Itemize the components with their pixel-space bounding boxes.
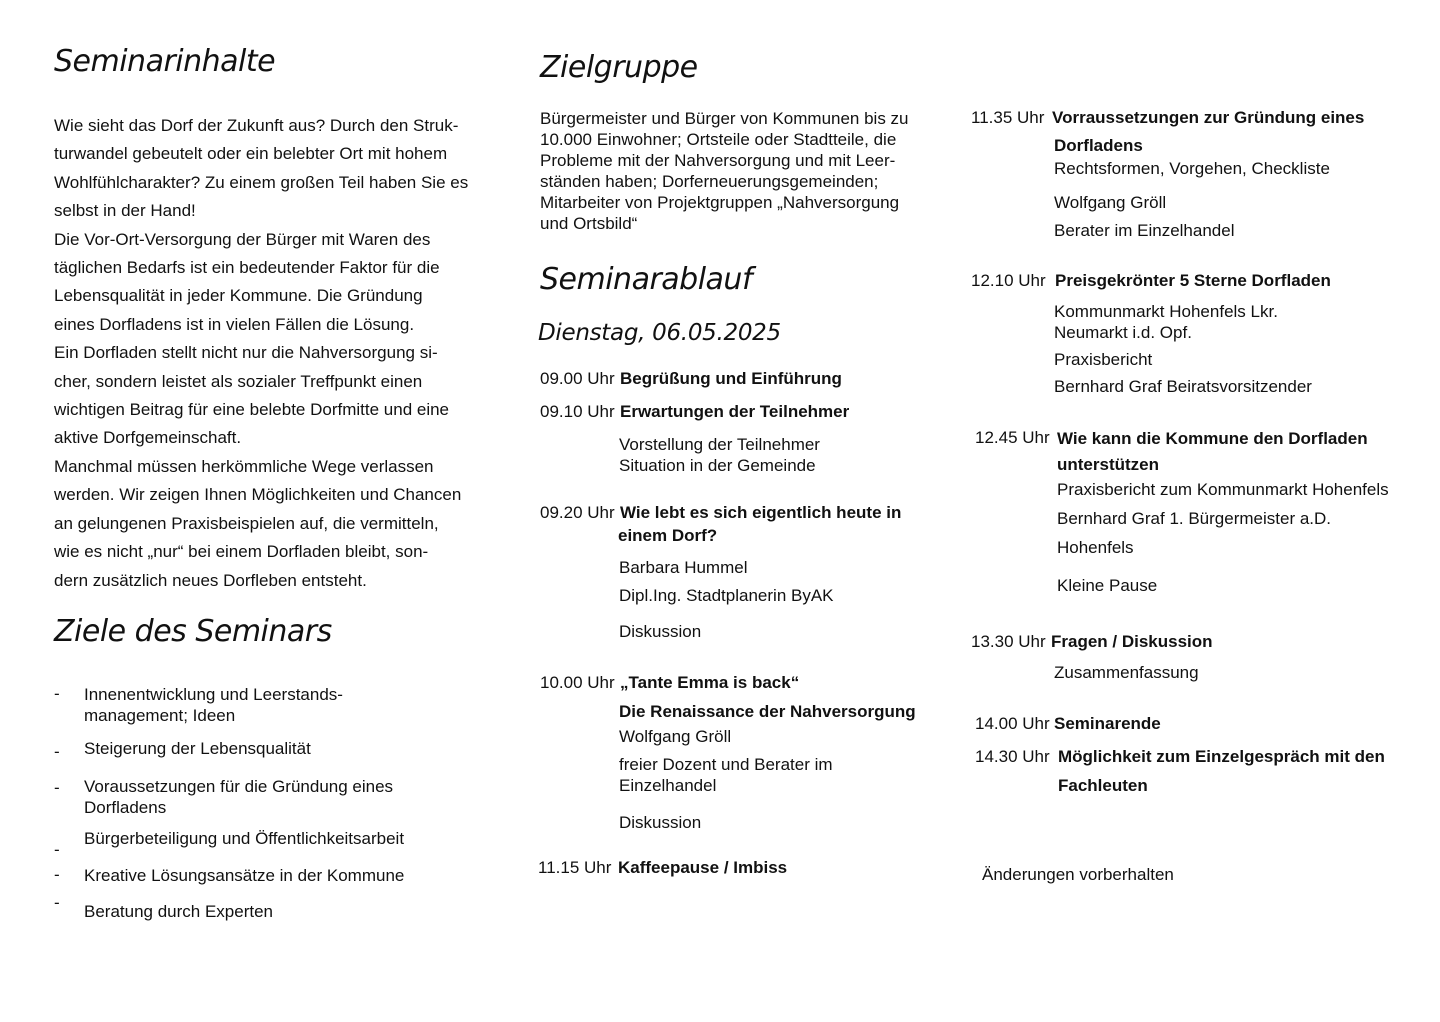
schedule-time: 12.45 Uhr: [975, 428, 1050, 447]
schedule-title: Möglichkeit zum Einzelgespräch mit den: [1058, 747, 1385, 766]
speaker-location: Hohenfels: [1057, 538, 1134, 557]
speaker-name: Bernhard Graf Beiratsvorsitzender: [1054, 377, 1312, 396]
schedule-title: Wie lebt es sich eigentlich heute in: [620, 503, 902, 522]
text-line: aktive Dorfgemeinschaft.: [54, 428, 242, 448]
schedule-detail: Praxisbericht zum Kommunmarkt Hohenfels: [1057, 480, 1389, 499]
schedule-title: Begrüßung und Einführung: [620, 369, 842, 388]
seminarinhalte-text: [54, 112, 468, 595]
text-line: turwandel gebeutelt oder ein belebter Ort mit hohem: [54, 144, 448, 164]
list-item-text: Steigerung der Lebensqualität: [84, 739, 311, 758]
heading-seminarinhalte: Seminarinhalte: [54, 44, 276, 79]
schedule-detail: Zusammenfassung: [1054, 663, 1199, 682]
list-item-text: Innenentwicklung und Leerstands- management; Ideen: [84, 685, 343, 725]
speaker-role: Berater im Einzelhandel: [1054, 221, 1235, 240]
schedule-title-line2: einem Dorf?: [618, 526, 718, 545]
bullet-dash: -: [54, 840, 60, 859]
text-line: cher, sondern leistet als sozialer Treffpunkt einen: [54, 371, 423, 391]
schedule-time: 11.35 Uhr: [971, 108, 1045, 127]
schedule-time: 12.10 Uhr: [971, 271, 1046, 290]
heading-seminarablauf: Seminarablauf: [540, 262, 753, 297]
speaker-name: Barbara Hummel: [619, 558, 748, 577]
schedule-title: Fragen / Diskussion: [1051, 632, 1213, 651]
schedule-title: „Tante Emma is back“: [620, 673, 800, 692]
text-line: Bürgermeister und Bürger von Kommunen bis zu: [540, 109, 909, 128]
text-line: selbst in der Hand!: [54, 201, 196, 221]
schedule-time: 14.00 Uhr: [975, 714, 1050, 733]
text-line: Wohlfühlcharakter? Zu einem großen Teil haben Sie es: [54, 172, 469, 192]
text-line: eines Dorfladens ist in vielen Fällen die Lösung.: [54, 314, 415, 334]
schedule-time: 09.10 Uhr: [540, 402, 615, 421]
text-line: Lebensqualität in jeder Kommune. Die Gründung: [54, 286, 423, 306]
bullet-dash: -: [54, 684, 60, 703]
list-item-text: Voraussetzungen für die Gründung eines Dorfladens: [84, 777, 394, 817]
schedule-title: Wie kann die Kommune den Dorfladen: [1057, 429, 1368, 448]
schedule-title: Preisgekrönter 5 Sterne Dorfladen: [1055, 271, 1331, 290]
schedule-time: 10.00 Uhr: [540, 673, 615, 692]
text-line: wie es nicht „nur“ bei einem Dorfladen bleibt, son-: [54, 542, 429, 562]
schedule-title: Seminarende: [1054, 714, 1161, 733]
schedule-title-line2: unterstützen: [1057, 455, 1159, 474]
text-line: täglichen Bedarfs ist ein bedeutender Faktor für die: [54, 258, 440, 278]
schedule-detail: Kleine Pause: [1057, 576, 1158, 595]
bullet-dash: -: [54, 865, 60, 884]
text-line: Probleme mit der Nahversorgung und mit Leer-: [540, 151, 896, 170]
schedule-time: 11.15 Uhr: [538, 858, 612, 877]
text-line: und Ortsbild“: [540, 214, 638, 233]
text-line: werden. Wir zeigen Ihnen Möglichkeiten und Chancen: [54, 485, 462, 505]
text-line: ständen haben; Dorferneuerungsgemeinden;: [540, 172, 879, 191]
schedule-time: 14.30 Uhr: [975, 747, 1050, 766]
bullet-dash: -: [54, 778, 60, 797]
schedule-detail: Kommunmarkt Hohenfels Lkr. Neumarkt i.d. Opf.: [1054, 302, 1278, 342]
text-line: an gelungenen Praxisbeispielen auf, die vermitteln,: [54, 513, 439, 533]
speaker-role: Dipl.Ing. Stadtplanerin ByAK: [619, 586, 834, 605]
text-line: Wie sieht das Dorf der Zukunft aus? Durch den Struk-: [54, 116, 459, 135]
list-item-text: Beratung durch Experten: [84, 902, 274, 921]
text-line: Mitarbeiter von Projektgruppen „Nahversorgung: [540, 193, 900, 212]
speaker-name: Wolfgang Gröll: [619, 727, 732, 746]
list-item-text: Bürgerbeteiligung und Öffentlichkeitsarbeit: [84, 829, 405, 848]
text-line: Ein Dorfladen stellt nicht nur die Nahversorgung si-: [54, 343, 438, 363]
heading-ziele: Ziele des Seminars: [54, 614, 332, 649]
text-line: 10.000 Einwohner; Ortsteile oder Stadtteile, die: [540, 130, 897, 149]
schedule-detail: Praxisbericht: [1054, 350, 1153, 369]
seminar-date: Dienstag, 06.05.2025: [538, 320, 781, 346]
schedule-detail: Vorstellung der Teilnehmer Situation in der Gemeinde: [619, 435, 820, 475]
text-line: dern zusätzlich neues Dorfleben entsteht.: [54, 570, 367, 590]
list-item-text: Kreative Lösungsansätze in der Kommune: [84, 866, 405, 885]
schedule-title-line2: Fachleuten: [1058, 776, 1148, 795]
zielgruppe-text: [540, 108, 909, 234]
speaker-role: freier Dozent und Berater im Einzelhandel: [619, 755, 833, 795]
bullet-dash: -: [54, 893, 60, 912]
schedule-detail: Diskussion: [619, 622, 702, 641]
heading-zielgruppe: Zielgruppe: [540, 50, 698, 85]
schedule-title-line2: Dorfladens: [1054, 136, 1143, 155]
schedule-detail: Rechtsformen, Vorgehen, Checkliste: [1054, 159, 1330, 178]
schedule-detail: Diskussion: [619, 813, 702, 832]
text-line: wichtigen Beitrag für eine belebte Dorfmitte und eine: [54, 400, 450, 420]
schedule-title: Vorraussetzungen zur Gründung eines: [1052, 108, 1365, 127]
speaker-name: Bernhard Graf 1. Bürgermeister a.D.: [1057, 509, 1332, 528]
schedule-time: 13.30 Uhr: [971, 632, 1046, 651]
schedule-time: 09.20 Uhr: [540, 503, 615, 522]
bullet-dash: -: [54, 742, 60, 761]
text-line: Die Vor-Ort-Versorgung der Bürger mit Waren des: [54, 229, 431, 249]
schedule-title-line2: Die Renaissance der Nahversorgung: [619, 702, 916, 721]
schedule-time: 09.00 Uhr: [540, 369, 615, 388]
changes-note: Änderungen vorberhalten: [982, 865, 1174, 884]
speaker-name: Wolfgang Gröll: [1054, 193, 1167, 212]
text-line: Manchmal müssen herkömmliche Wege verlassen: [54, 456, 434, 476]
schedule-title: Kaffeepause / Imbiss: [618, 858, 788, 877]
schedule-title: Erwartungen der Teilnehmer: [620, 402, 850, 421]
